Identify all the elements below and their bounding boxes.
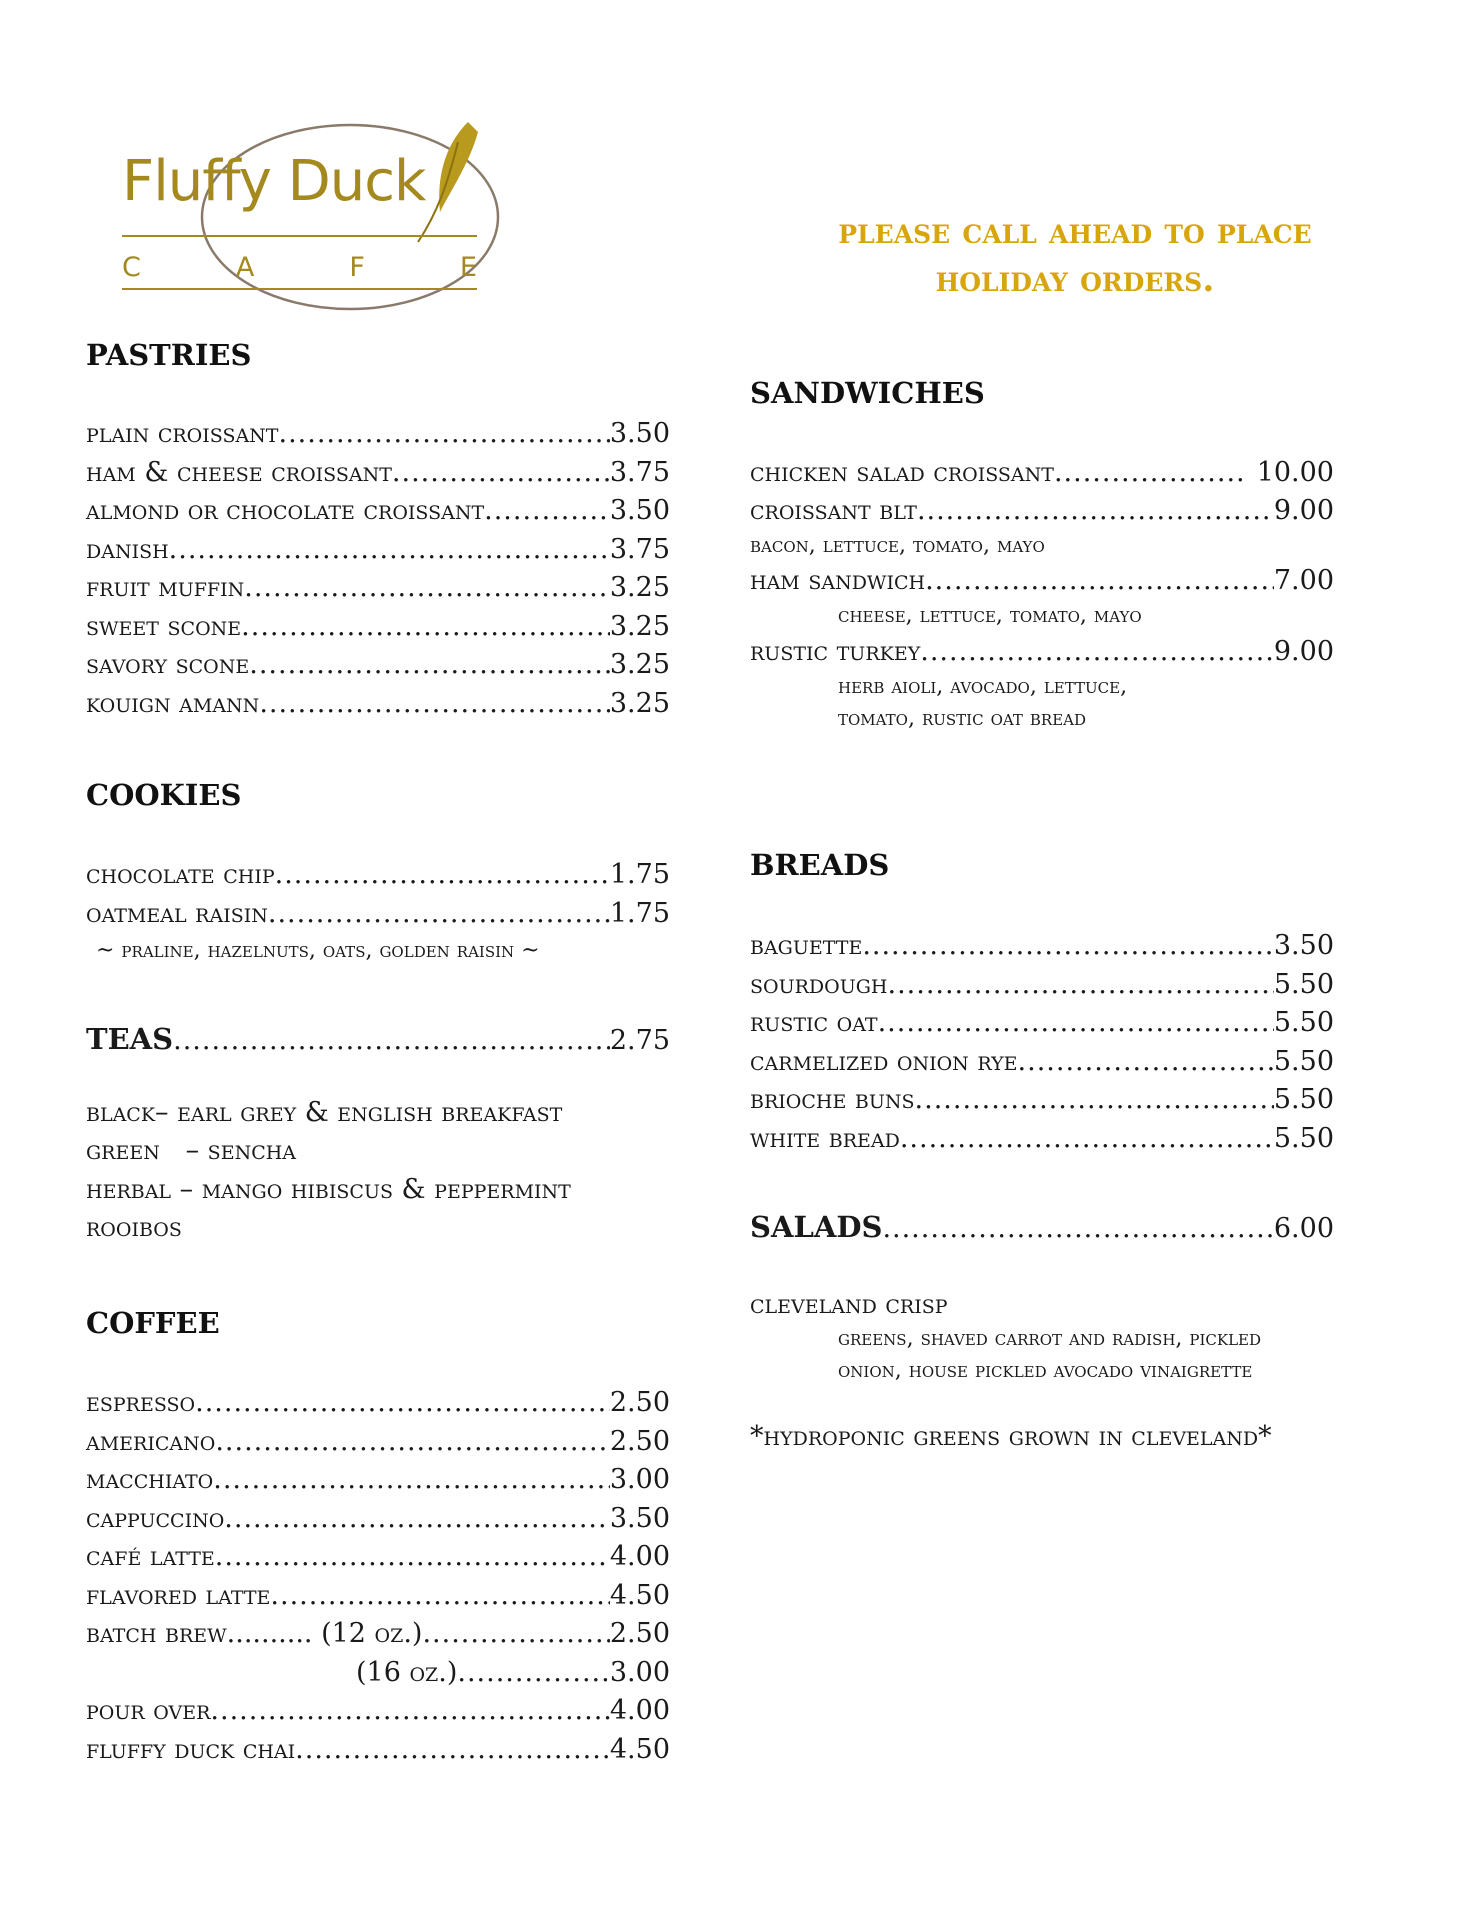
leader-dots: [215, 1538, 610, 1576]
leader-dots: [925, 562, 1274, 600]
item-price: 4.50: [609, 1733, 670, 1765]
menu-item: [86, 1423, 670, 1461]
item-price: 3.50: [609, 1502, 670, 1534]
leader-dots: [173, 1016, 610, 1066]
menu-item: [86, 531, 670, 569]
item-name: sourdough: [750, 968, 888, 1000]
menu-item: [750, 562, 1334, 600]
item-name: batch brew.......... (12 oz.): [86, 1618, 423, 1649]
leader-dots: [484, 492, 610, 530]
leader-dots: [169, 531, 610, 569]
item-name: macchiato: [86, 1464, 214, 1495]
menu-item: [750, 1043, 1334, 1081]
item-price: 4.00: [609, 1541, 670, 1572]
item-name: ham & cheese croissant: [86, 456, 392, 488]
salad-footnote: *hydroponic greens grown in cleveland*: [750, 1421, 1272, 1452]
menu-item: [750, 492, 1334, 530]
menu-item: [86, 1384, 670, 1422]
leader-dots: [215, 1423, 610, 1461]
leader-dots: [392, 454, 610, 492]
item-name: kouign amann: [86, 687, 260, 719]
leader-dots: [278, 415, 609, 453]
salads-title: salads: [750, 1198, 883, 1247]
item-name: carmelized onion rye: [750, 1045, 1018, 1077]
leader-dots: [213, 1461, 610, 1499]
item-name: ham sandwich: [750, 565, 926, 596]
menu-item: [86, 1461, 670, 1499]
menu-item: [86, 608, 670, 646]
item-name: fluffy duck chai: [86, 1733, 296, 1765]
menu-item: [86, 646, 670, 684]
section-title-teas: [86, 1010, 670, 1066]
item-name: plain croissant: [86, 418, 279, 449]
salad-description: greens, shaved carrot and radish, pickled: [838, 1326, 1262, 1351]
leader-dots: [915, 1081, 1274, 1119]
item-name: rustic oat: [750, 1007, 878, 1038]
item-name: chicken salad croissant: [750, 457, 1054, 488]
leader-dots: [457, 1654, 610, 1692]
salads-price: 6.00: [1273, 1213, 1334, 1244]
leader-dots: [241, 608, 610, 646]
item-name: chocolate chip: [86, 859, 275, 890]
logo-letter: E: [459, 252, 477, 283]
item-price: 3.25: [609, 649, 670, 680]
leader-dots: [224, 1500, 610, 1538]
item-price: 3.25: [609, 610, 670, 642]
item-name: fruit muffin: [86, 572, 245, 603]
item-name: café latte: [86, 1541, 215, 1572]
menu-item: [356, 1654, 670, 1692]
logo-subtitle: [122, 252, 477, 283]
menu-item: [86, 1538, 670, 1576]
item-name: americano: [86, 1425, 216, 1457]
item-price: 3.50: [609, 495, 670, 526]
tea-line: herbal – mango hibiscus & peppermint: [86, 1174, 571, 1205]
item-price: 5.50: [1273, 968, 1334, 1000]
item-description: bacon, lettuce, tomato, mayo: [750, 533, 1045, 558]
item-description: herb aioli, avocado, lettuce,: [838, 674, 1128, 699]
item-price: 5.50: [1273, 1084, 1334, 1115]
tea-line: rooibos: [86, 1212, 182, 1243]
item-price: 1.75: [609, 859, 670, 890]
feather-icon: [118, 112, 518, 322]
logo-letter: F: [349, 252, 365, 283]
cafe-logo: [118, 112, 518, 322]
item-name: oatmeal raisin: [86, 897, 268, 929]
leader-dots: [900, 1120, 1274, 1158]
item-price: 5.50: [1273, 1007, 1334, 1038]
item-price: 1.75: [609, 897, 670, 929]
notice-line: please call ahead to place: [838, 211, 1312, 252]
holiday-notice: [760, 208, 1390, 304]
item-name: croissant blt: [750, 495, 917, 526]
leader-dots: [295, 1731, 610, 1769]
cookies-note: ~ praline, hazelnuts, oats, golden raisin ~: [96, 938, 540, 963]
item-description: tomato, rustic oat bread: [838, 706, 1087, 731]
menu-item: [750, 1004, 1334, 1042]
leader-dots: [195, 1384, 610, 1422]
item-name: pour over: [86, 1695, 211, 1726]
section-title-cookies: cookies: [86, 766, 242, 815]
leader-dots: [1054, 454, 1248, 492]
menu-item: [86, 569, 670, 607]
item-name: cappuccino: [86, 1502, 225, 1534]
leader-dots: [878, 1004, 1274, 1042]
item-price: 3.25: [609, 687, 670, 719]
section-title-sandwiches: sandwiches: [750, 364, 985, 413]
item-price: 10.00: [1248, 457, 1334, 488]
menu-item: [86, 1500, 670, 1538]
item-name: flavored latte: [86, 1579, 271, 1611]
notice-line: holiday orders.: [935, 259, 1215, 300]
menu-item: [750, 633, 1334, 671]
item-price: 7.00: [1273, 565, 1334, 596]
logo-rule-top: [122, 235, 477, 237]
leader-dots: [917, 492, 1274, 530]
salad-description: onion, house pickled avocado vinaigrette: [838, 1358, 1253, 1383]
item-name: rustic turkey: [750, 636, 921, 667]
item-price: 5.50: [1273, 1045, 1334, 1077]
leader-dots: [259, 685, 610, 723]
item-price: 9.00: [1273, 495, 1334, 526]
logo-letter: A: [235, 252, 255, 283]
menu-item: [86, 1731, 670, 1769]
leader-dots: [1018, 1043, 1274, 1081]
teas-price: 2.75: [609, 1025, 670, 1056]
item-name: brioche buns: [750, 1084, 915, 1115]
leader-dots: [249, 646, 610, 684]
item-name: white bread: [750, 1122, 900, 1154]
item-price: 2.50: [609, 1387, 670, 1418]
item-price: 3.50: [1273, 930, 1334, 961]
menu-item: [750, 966, 1334, 1004]
leader-dots: [887, 966, 1273, 1004]
leader-dots: [275, 856, 610, 894]
item-price: 5.50: [1273, 1122, 1334, 1154]
item-price: 3.00: [609, 1656, 670, 1688]
tea-line: black– earl grey & english breakfast: [86, 1097, 563, 1128]
menu-item: [86, 415, 670, 453]
menu-item: [750, 454, 1334, 492]
item-price: 3.75: [609, 533, 670, 565]
menu-item: [86, 895, 670, 933]
section-title-coffee: coffee: [86, 1294, 220, 1343]
item-price: 3.00: [609, 1464, 670, 1495]
salad-name: cleveland crisp: [750, 1289, 948, 1320]
menu-item: [750, 1081, 1334, 1119]
item-name: baguette: [750, 930, 863, 961]
item-price: 3.75: [609, 456, 670, 488]
item-price: 4.00: [609, 1695, 670, 1726]
leader-dots: [244, 569, 610, 607]
menu-item: [750, 1120, 1334, 1158]
logo-letter: C: [122, 252, 141, 283]
menu-item: [750, 927, 1334, 965]
leader-dots: [210, 1692, 609, 1730]
item-description: cheese, lettuce, tomato, mayo: [838, 603, 1142, 628]
logo-wordmark: Fluffy Duck: [122, 149, 426, 214]
item-price: 9.00: [1273, 636, 1334, 667]
item-name: espresso: [86, 1387, 196, 1418]
item-price: 3.25: [609, 572, 670, 603]
menu-item: [86, 1615, 670, 1653]
item-price: 2.50: [609, 1425, 670, 1457]
menu-item: [86, 1577, 670, 1615]
item-name: danish: [86, 533, 169, 565]
menu-item: [86, 1692, 670, 1730]
section-title-salads: [750, 1198, 1334, 1254]
item-name: almond or chocolate croissant: [86, 495, 485, 526]
item-price: 2.50: [609, 1618, 670, 1649]
menu-item: [86, 454, 670, 492]
section-title-breads: breads: [750, 836, 890, 885]
section-title-pastries: pastries: [86, 326, 252, 375]
leader-dots: [882, 1204, 1273, 1254]
menu-item: [86, 492, 670, 530]
logo-rule-bottom: [122, 288, 477, 290]
item-price: 3.50: [609, 418, 670, 449]
item-price: 4.50: [609, 1579, 670, 1611]
leader-dots: [920, 633, 1274, 671]
item-name: (16 oz.): [356, 1656, 458, 1688]
item-name: savory scone: [86, 649, 250, 680]
leader-dots: [422, 1615, 609, 1653]
item-name: sweet scone: [86, 610, 242, 642]
menu-item: [86, 856, 670, 894]
tea-line: green – sencha: [86, 1135, 297, 1166]
teas-title: teas: [86, 1010, 174, 1059]
leader-dots: [862, 927, 1274, 965]
menu-item: [86, 685, 670, 723]
leader-dots: [268, 895, 610, 933]
leader-dots: [270, 1577, 609, 1615]
